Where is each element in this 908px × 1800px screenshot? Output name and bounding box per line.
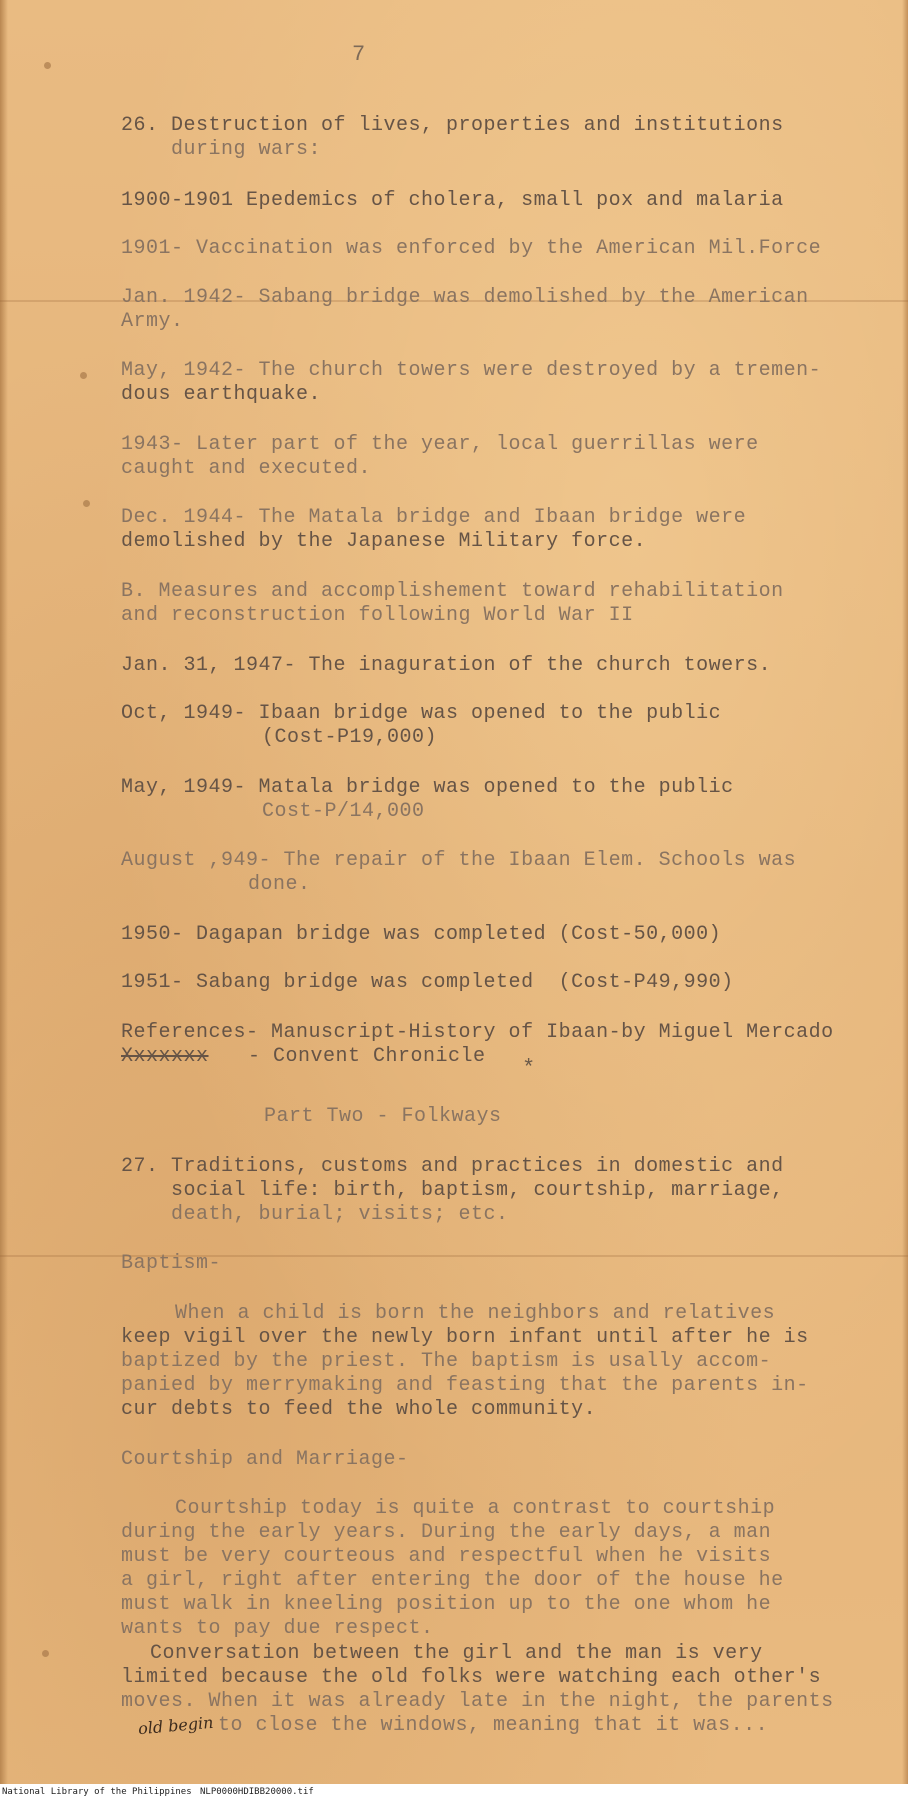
separator-asterisk: * xyxy=(522,1056,536,1081)
courtship-paragraph-line: limited because the old folks were watching each other's xyxy=(121,1666,822,1689)
punch-hole xyxy=(80,372,87,379)
baptism-heading: Baptism- xyxy=(121,1252,222,1275)
entry-1901: 1901- Vaccination was enforced by the American Mil.Force xyxy=(121,237,822,260)
footer-file-name: NLP0000HDIBB20000.tif xyxy=(200,1787,314,1797)
page-edge-right xyxy=(902,0,908,1784)
rehab-1949-ibaan-cost: (Cost-P19,000) xyxy=(262,726,438,749)
baptism-paragraph-line: baptized by the priest. The baptism is usally accom- xyxy=(121,1350,772,1373)
section-b-heading: B. Measures and accomplishement toward rehabilitation xyxy=(121,580,784,603)
courtship-paragraph-line: during the early years. During the early days, a man xyxy=(121,1521,772,1544)
baptism-paragraph-line: When a child is born the neighbors and relatives xyxy=(175,1302,776,1325)
rehab-1947: Jan. 31, 1947- The inaguration of the church towers. xyxy=(121,654,772,677)
courtship-paragraph-line: must walk in kneeling position up to the one whom he xyxy=(121,1593,772,1616)
punch-hole xyxy=(83,500,90,507)
courtship-paragraph-line: a girl, right after entering the door of the house he xyxy=(121,1569,784,1592)
courtship-heading: Courtship and Marriage- xyxy=(121,1448,409,1471)
section-27-heading-cont2: death, burial; visits; etc. xyxy=(171,1203,509,1226)
entry-1943-cont: caught and executed. xyxy=(121,457,372,480)
baptism-paragraph-line: cur debts to feed the whole community. xyxy=(121,1398,597,1421)
entry-1944: Dec. 1944- The Matala bridge and Ibaan bridge were xyxy=(121,506,747,529)
handwritten-annotation: old begin xyxy=(137,1712,215,1739)
footer-library-name: National Library of the Philippines xyxy=(2,1787,192,1797)
archive-footer xyxy=(0,1784,908,1800)
rehab-1950: 1950- Dagapan bridge was completed (Cost-50,000) xyxy=(121,923,722,946)
rehab-1949-ibaan: Oct, 1949- Ibaan bridge was opened to the public xyxy=(121,702,722,725)
section-27-heading: 27. Traditions, customs and practices in domestic and xyxy=(121,1155,784,1178)
courtship-paragraph-line: must be very courteous and respectful when he visits xyxy=(121,1545,772,1568)
courtship-paragraph-line: to close the windows, meaning that it was... xyxy=(218,1714,769,1737)
section-b-heading-cont: and reconstruction following World War II xyxy=(121,604,634,627)
courtship-paragraph-line: Conversation between the girl and the man is very xyxy=(150,1642,763,1665)
entry-1942-bridge-cont: Army. xyxy=(121,310,184,333)
rehab-1949-matala: May, 1949- Matala bridge was opened to the public xyxy=(121,776,734,799)
references-struck-word: Xxxxxxx xyxy=(121,1045,209,1068)
courtship-paragraph-line: Courtship today is quite a contrast to courtship xyxy=(175,1497,776,1520)
entry-1942-towers: May, 1942- The church towers were destroyed by a tremen- xyxy=(121,359,822,382)
references-line: References- Manuscript-History of Ibaan-by Miguel Mercado xyxy=(121,1021,834,1044)
section-27-heading-cont: social life: birth, baptism, courtship, marriage, xyxy=(171,1179,784,1202)
page-edge-left xyxy=(0,0,8,1784)
page-number: 7 xyxy=(352,42,366,67)
entry-1943: 1943- Later part of the year, local guerrillas were xyxy=(121,433,759,456)
entry-1900: 1900-1901 Epedemics of cholera, small pox and malaria xyxy=(121,189,784,212)
punch-hole xyxy=(42,1650,49,1657)
entry-1942-towers-cont: dous earthquake. xyxy=(121,383,322,406)
section-26-heading-cont: during wars: xyxy=(171,138,322,161)
punch-hole xyxy=(44,62,51,69)
baptism-paragraph-line: keep vigil over the newly born infant until after he is xyxy=(121,1326,809,1349)
rehab-1951: 1951- Sabang bridge was completed (Cost-P49,990) xyxy=(121,971,734,994)
entry-1944-cont: demolished by the Japanese Military force. xyxy=(121,530,647,553)
courtship-paragraph-line: moves. When it was already late in the night, the parents xyxy=(121,1690,834,1713)
section-26-heading: 26. Destruction of lives, properties and institutions xyxy=(121,114,784,137)
part-two-heading: Part Two - Folkways xyxy=(264,1105,502,1128)
entry-1942-bridge: Jan. 1942- Sabang bridge was demolished by the American xyxy=(121,286,809,309)
courtship-paragraph-line: wants to pay due respect. xyxy=(121,1617,434,1640)
references-convent: - Convent Chronicle xyxy=(248,1045,486,1068)
rehab-1949-school: August ,949- The repair of the Ibaan Elem. Schools was xyxy=(121,849,797,872)
rehab-1949-matala-cost: Cost-P/14,000 xyxy=(262,800,425,823)
baptism-paragraph-line: panied by merrymaking and feasting that the parents in- xyxy=(121,1374,809,1397)
rehab-1949-school-cont: done. xyxy=(248,873,311,896)
